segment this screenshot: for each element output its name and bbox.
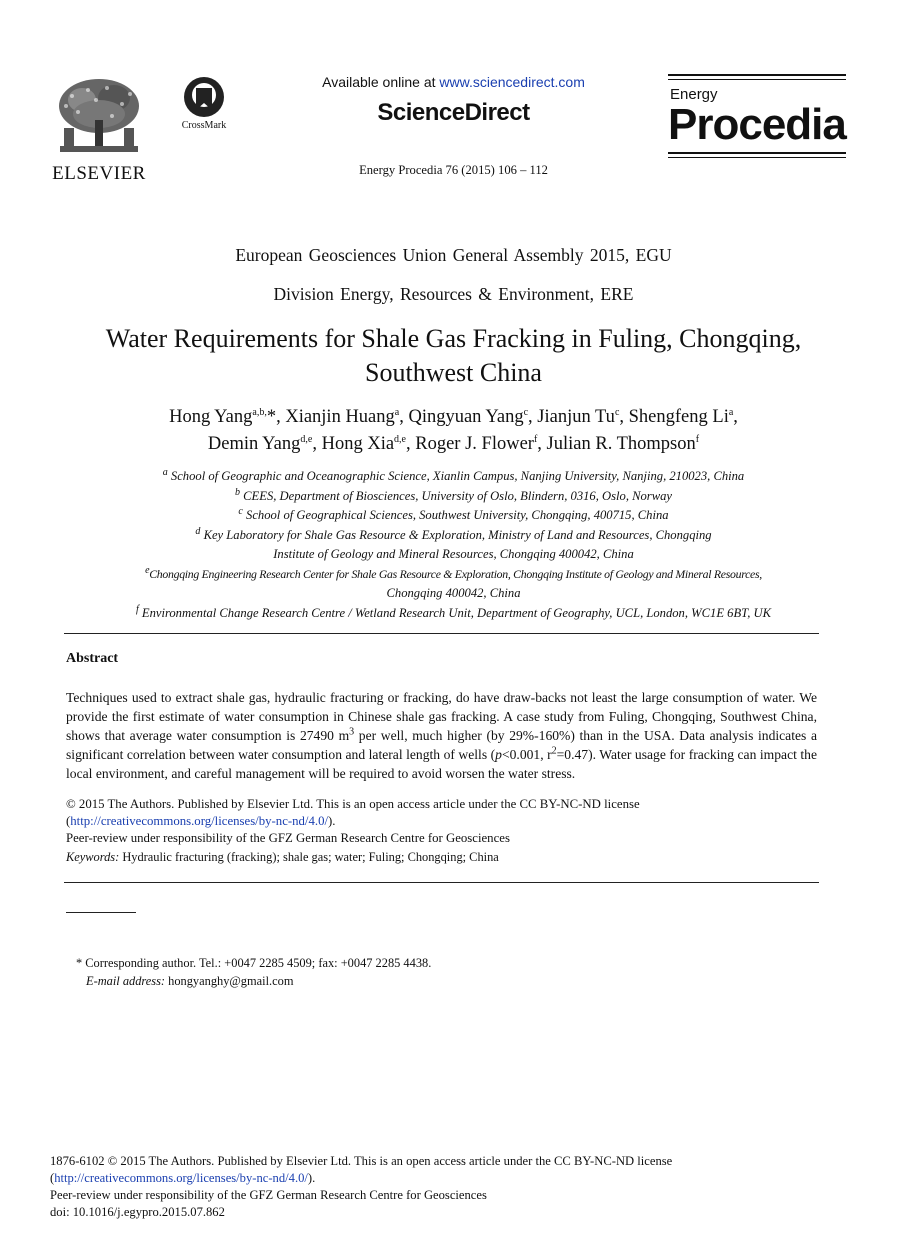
author-name: Qingyuan Yang	[408, 407, 524, 427]
divider-bottom	[64, 882, 819, 883]
page-footer	[50, 1153, 672, 1221]
affiliation-c: $^c$ School of Geographical Sciences, Southwest University, Chongqing, 400715, China	[238, 505, 669, 522]
author-name: Shengfeng Li	[628, 407, 729, 427]
conference-line-2: Division Energy, Resources & Environment, ERE	[273, 284, 634, 304]
title-line-2: Southwest China	[365, 358, 542, 387]
affiliation-f: $^f$ Environmental Change Research Centre / Wetland Research Unit, Department of Geography, UCL, London, WC1E 6BT, UK	[135, 603, 772, 620]
keywords	[66, 850, 499, 865]
footer-peer-review: Peer-review under responsibility of the GFZ German Research Centre for Geosciences	[50, 1188, 487, 1202]
journal-reference: Energy Procedia 76 (2015) 106 – 112	[359, 163, 548, 177]
paper-title	[0, 322, 907, 390]
sciencedirect-link[interactable]: www.sciencedirect.com	[439, 74, 585, 90]
abstract-heading: Abstract	[66, 651, 119, 666]
available-online: Available online at www.sciencedirect.com	[322, 74, 585, 90]
abstract-body: Techniques used to extract shale gas, hydraulic fracturing or fracking, do have draw-backs not least the large consumption of water. We provide the first estimate of water consumption in Chinese shale gas fracking. A case study from Fuling, Chongqing, Southwest China, shows that average water consumption is 27490 $m^3$ per well, much higher (by 29%-160%) than in the USA. Data analysis indicates a significant correlation between water consumption and lateral length of wells (p<0.001, $r^2=0.47$). Water usage for fracking can impact the local environment, and careful management will be required to avoid worsen the water stress.	[66, 690, 817, 781]
footer-license-line: (http://creativecommons.org/licenses/by-nc-nd/4.0/).	[50, 1171, 316, 1185]
procedia-label: Procedia	[668, 100, 846, 149]
footer-doi: doi: 10.1016/j.egypro.2015.07.862	[50, 1205, 225, 1219]
energy-procedia-logo	[668, 74, 846, 178]
author-name: Xianjin Huang	[285, 407, 395, 427]
copyright-line-1: © 2015 The Authors. Published by Elsevier Ltd. This is an open access article under the CC BY-NC-ND license	[66, 797, 640, 811]
authors-line-2: Demin Yang$^{d,e}$, Hong Xia$^{d,e}$, Roger J. Flower$^f$, Julian R. Thompson$^f$	[207, 433, 700, 454]
conference-line-1: European Geosciences Union General Assembly 2015, EGU	[235, 245, 672, 265]
footer-issn-line: 1876-6102 © 2015 The Authors. Published by Elsevier Ltd. This is an open access article under the CC BY-NC-ND license	[50, 1154, 673, 1168]
peer-review-line: Peer-review under responsibility of the GFZ German Research Centre for Geosciences	[66, 831, 510, 845]
author-name: Demin Yang	[207, 434, 301, 454]
footer-cc-license-link[interactable]: http://creativecommons.org/licenses/by-nc-nd/4.0/	[54, 1171, 308, 1185]
cc-license-link[interactable]: http://creativecommons.org/licenses/by-nc-nd/4.0/	[70, 814, 329, 828]
footnote-rule	[66, 912, 136, 913]
authors-line-1: Hong Yang$^{a,b,}$*, Xianjin Huang$^a$, Qingyuan Yang$^c$, Jianjun Tu$^c$, Shengfeng Li$^a$,	[169, 406, 738, 427]
keywords-text: Hydraulic fracturing (fracking); shale gas; water; Fuling; Chongqing; China	[119, 850, 499, 864]
corresponding-author	[76, 954, 431, 990]
title-line-1: Water Requirements for Shale Gas Fracking in Fuling, Chongqing,	[105, 324, 802, 353]
affiliation-e-cont: Chongqing 400042, China	[386, 586, 521, 600]
affiliation-b: $^b$ CEES, Department of Biosciences, University of Oslo, Blindern, 0316, Oslo, Norway	[235, 486, 672, 503]
author-name: Jianjun Tu	[537, 407, 615, 427]
authors	[0, 404, 907, 458]
copyright-line-2: (http://creativecommons.org/licenses/by-nc-nd/4.0/).	[66, 814, 336, 828]
author-name: Hong Xia	[321, 434, 395, 454]
affiliation-e: $^e$Chongqing Engineering Research Center for Shale Gas Resource & Exploration, Chongqing Institute of Geology and Mineral Resources,	[145, 564, 762, 581]
author-name: Julian R. Thompson	[546, 434, 696, 454]
divider-top	[64, 633, 819, 634]
author-name: Hong Yang	[169, 407, 253, 427]
affiliation-a: $^a$ School of Geographic and Oceanographic Science, Xianlin Campus, Nanjing University, Nanjing, 210023, China	[162, 466, 745, 483]
affiliation-d: $^d$ Key Laboratory for Shale Gas Resource & Exploration, Ministry of Land and Resources, Chongqing	[195, 525, 712, 542]
sciencedirect-wordmark: ScienceDirect	[377, 99, 530, 126]
elsevier-wordmark: ELSEVIER	[52, 163, 146, 184]
corresponding-email: E-mail address: hongyanghy@gmail.com	[86, 974, 294, 988]
author-name: Roger J. Flower	[415, 434, 534, 454]
corresponding-contact: * Corresponding author. Tel.: +0047 2285 4509; fax: +0047 2285 4438.	[76, 956, 432, 970]
keywords-label: Keywords:	[66, 850, 120, 864]
copyright-block	[66, 796, 640, 847]
crossmark-label: CrossMark	[181, 120, 227, 131]
affiliations	[0, 467, 907, 623]
affiliation-d-cont: Institute of Geology and Mineral Resources, Chongqing 400042, China	[273, 547, 634, 561]
energy-label: Energy	[670, 86, 718, 103]
